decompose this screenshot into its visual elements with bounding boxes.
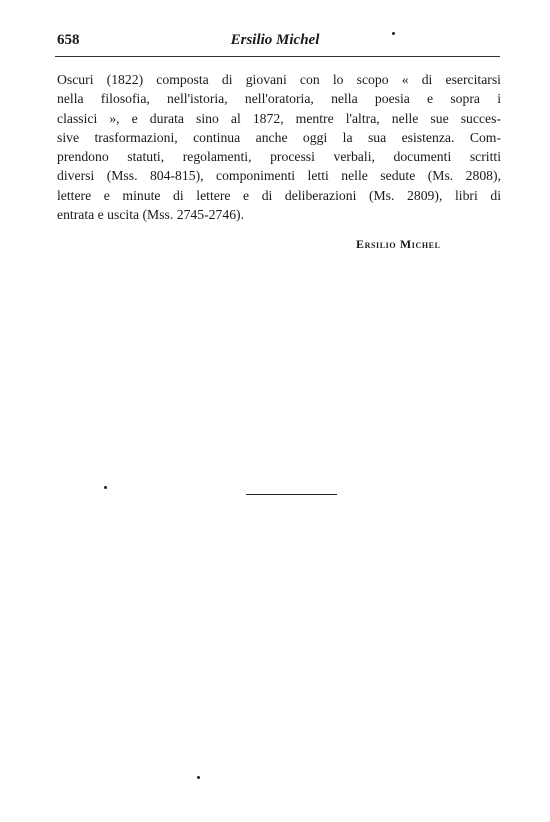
body-line: Oscuri (1822) composta di giovani con lo scopo « di esercitarsi [57, 72, 501, 87]
section-divider [246, 494, 337, 495]
print-speck [392, 32, 395, 35]
header-rule [55, 56, 500, 57]
body-line: entrata e uscita (Mss. 2745-2746). [57, 207, 245, 223]
running-head: Ersilio Michel [230, 32, 320, 48]
author-signature: Ersilio Michel [356, 237, 441, 251]
body-line: diversi (Mss. 804-815), componimenti letti nelle sedute (Ms. 2808), [57, 168, 501, 184]
body-line: classici », e durata sino al 1872, mentre l'altra, nelle sue succes- [57, 110, 501, 126]
body-line: sive trasformazioni, continua anche oggi la sua esistenza. Com- [57, 129, 501, 145]
print-speck [197, 776, 200, 779]
body-paragraph [57, 70, 501, 224]
body-line: nella filosofia, nell'istoria, nell'oratoria, nella poesia e sopra i [57, 91, 501, 107]
body-line: prendono statuti, regolamenti, processi verbali, documenti scritti [57, 149, 501, 165]
body-line: lettere e minute di lettere e di deliberazioni (Ms. 2809), libri di [57, 187, 501, 203]
page-number: 658 [57, 32, 80, 48]
print-speck [104, 486, 107, 489]
